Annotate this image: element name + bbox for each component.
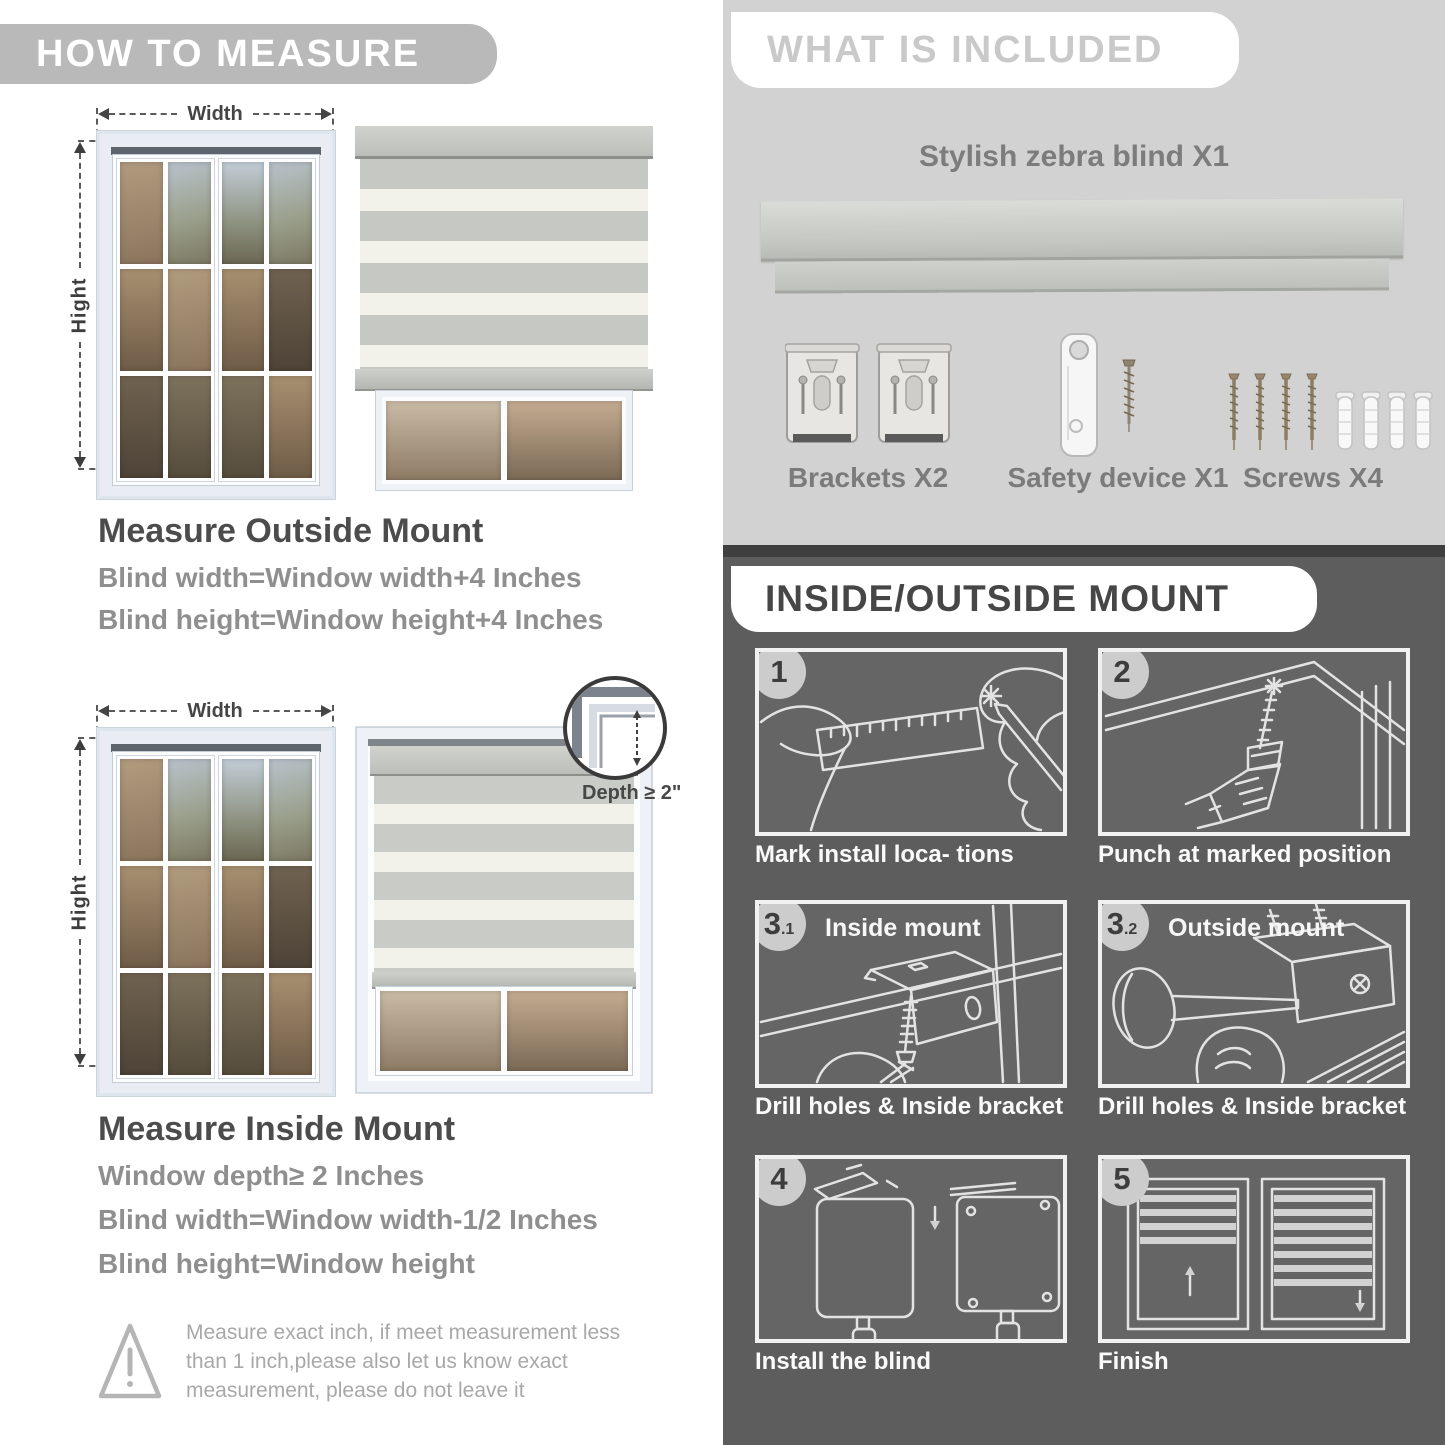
blind-stripes [374,776,634,972]
arrow-left-icon [98,108,109,120]
window-pane [269,973,312,1075]
dashed-line [109,113,177,115]
dashed-line [253,710,321,712]
step-subnumber: .1 [780,921,795,938]
arrow-left-icon [98,705,109,717]
step-caption-5: Finish [1098,1348,1169,1375]
window-sash [117,159,214,481]
depth-label: Depth ≥ 2" [582,782,682,804]
measurement-warning [96,1318,631,1406]
window-pane [222,759,265,861]
safety-device-label: Safety device X1 [1007,462,1229,493]
window-pane [222,376,265,478]
window-pane [168,376,211,478]
window-pane [120,759,163,861]
screws-label: Screws X4 [1242,462,1384,493]
window-pane [222,973,265,1075]
step-panel-3-2 [1098,900,1410,1088]
window-pane [269,269,312,371]
width-label: Width [187,102,243,125]
arrow-right-icon [321,108,332,120]
blind-valance [355,126,653,159]
window-pane [168,759,211,861]
window-pane [269,162,312,264]
step-caption-3-1: Drill holes & Inside bracket [755,1093,1064,1120]
window-below-blind [376,391,632,490]
dashed-line [253,113,321,115]
step-number: 2 [1113,654,1131,689]
step-number: 3 [1106,906,1124,941]
step-caption-4: Install the blind [755,1348,932,1375]
inside-formula-height: Blind height=Window height [98,1248,475,1279]
step-caption-1: Mark install loca- tions [755,841,1014,868]
step-subnumber: .2 [1123,921,1138,938]
step-inner-label: Outside mount [1168,914,1345,942]
arrow-down-icon [74,1054,86,1065]
step-panel-3-1 [755,900,1067,1088]
window-pane [222,866,265,968]
mount-instructions-section [723,545,1445,1445]
window-pane [120,866,163,968]
window-pane [120,376,163,478]
window-pane [168,162,211,264]
step-number: 1 [770,654,788,689]
step-number: 3 [763,906,781,941]
height-label: Hight [68,276,91,334]
height-measure-outside [66,142,94,468]
arrow-up-icon [74,142,86,153]
step-number: 5 [1113,1161,1131,1196]
window-pane [507,991,628,1071]
dashed-line [79,153,81,268]
outside-formula-height: Blind height=Window height+4 Inches [98,604,604,635]
depth-detail-magnifier [563,676,667,780]
step-panel-2 [1098,648,1410,836]
height-measure-inside [66,739,94,1065]
brackets-label: Brackets X2 [787,462,949,493]
dashed-line [79,342,81,457]
blind-outside-mount-image [360,126,648,490]
blind-headrail-bottom [775,258,1389,293]
arrow-down-icon [74,457,86,468]
width-measure-outside [96,102,334,126]
how-to-measure-header: HOW TO MEASURE [0,24,497,84]
window-pane [269,759,312,861]
window-photo-inside [96,727,336,1097]
window-pane [269,866,312,968]
window-pane [269,376,312,478]
step-panel-5 [1098,1155,1410,1343]
arrow-up-icon [74,739,86,750]
window-pane [386,401,501,480]
window-sashes [113,752,319,1082]
what-is-included-header: WHAT IS INCLUDED [731,12,1239,88]
window-pane [120,162,163,264]
window-sashes [113,155,319,485]
safety-device-image [1053,332,1163,462]
screws-image [1220,368,1435,463]
measure-outside-title: Measure Outside Mount [98,512,484,550]
window-pane [507,401,622,480]
window-sash [117,756,214,1078]
blind-bottom-rail [355,369,653,391]
dashed-line [79,750,81,865]
window-pane [120,973,163,1075]
inside-outside-mount-header: INSIDE/OUTSIDE MOUNT [731,566,1317,632]
dashed-line [79,939,81,1054]
step-number: 4 [770,1161,788,1196]
window-top-rail [111,147,321,155]
window-photo-outside [96,130,336,500]
inside-formula-width: Blind width=Window width-1/2 Inches [98,1204,598,1235]
window-pane [120,269,163,371]
window-pane [168,269,211,371]
inside-formula-depth: Window depth≥ 2 Inches [98,1160,425,1191]
window-pane [222,269,265,371]
step-panel-1 [755,648,1067,836]
window-pane [168,866,211,968]
width-label: Width [187,699,243,722]
window-top-rail [111,744,321,752]
step-inner-label: Inside mount [825,914,981,942]
brackets-image [785,338,953,456]
step-panel-4 [755,1155,1067,1343]
arrow-right-icon [321,705,332,717]
warning-triangle-icon [96,1318,164,1406]
window-sash [219,159,316,481]
what-is-included-section [723,0,1445,557]
measure-inside-title: Measure Inside Mount [98,1110,456,1148]
warning-text: Measure exact inch, if meet measurement less than 1 inch,please also let us know exact measurement, please do not leave it [186,1321,621,1402]
window-below-blind [376,987,632,1075]
blind-stripes [360,159,648,369]
window-sash [219,756,316,1078]
step-caption-3-2: Drill holes & Inside bracket [1098,1093,1407,1120]
height-label: Hight [68,873,91,931]
dashed-line [109,710,177,712]
width-measure-inside [96,699,334,723]
window-pane [222,162,265,264]
window-pane [168,973,211,1075]
window-corner-detail [567,680,655,768]
window-pane [380,991,501,1071]
blind-headrail-image [761,198,1403,261]
outside-formula-width: Blind width=Window width+4 Inches [98,562,582,593]
step-caption-2: Punch at marked position [1098,841,1392,868]
product-title: Stylish zebra blind X1 [918,140,1230,173]
section-divider [723,545,1445,557]
